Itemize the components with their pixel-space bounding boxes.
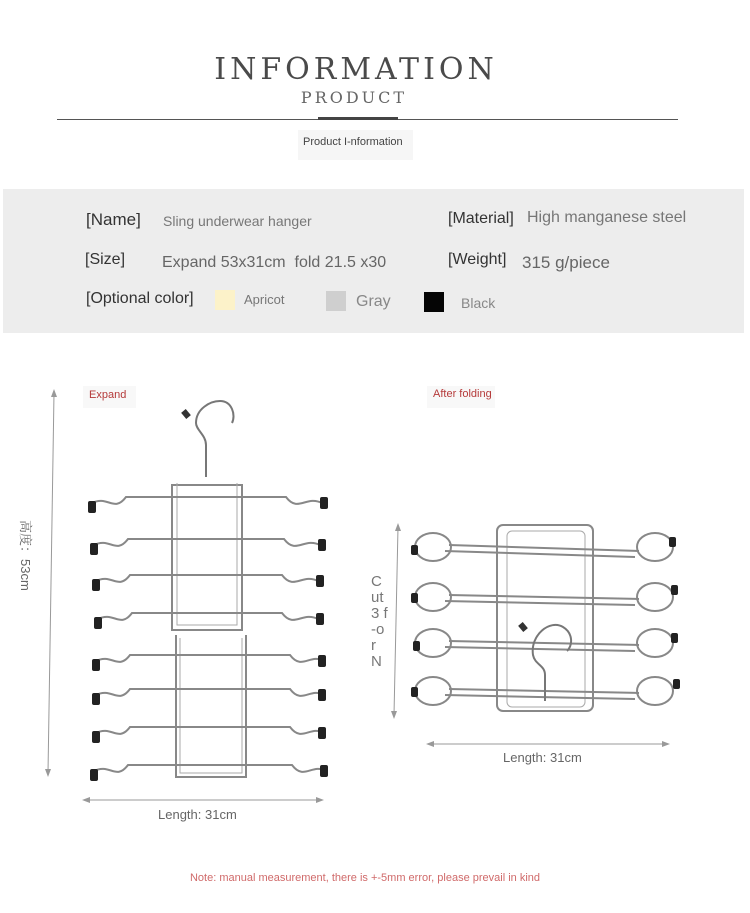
expand-label: Expand bbox=[83, 386, 136, 408]
expand-length-label: Length: 31cm bbox=[158, 807, 237, 822]
folded-hanger-illustration bbox=[385, 515, 695, 750]
apricot-swatch bbox=[215, 290, 235, 310]
size-key: [Size] bbox=[85, 251, 126, 268]
size-value: Expand 53x31cm fold 21.5 x30 bbox=[162, 254, 387, 271]
weight-key: [Weight] bbox=[448, 251, 507, 268]
gray-label: Gray bbox=[356, 293, 391, 310]
color-key: [Optional color] bbox=[86, 290, 194, 307]
weight-value: 315 g/piece bbox=[522, 253, 610, 272]
material-value: High manganese steel bbox=[527, 209, 687, 226]
section-label: Product I-nformation bbox=[298, 130, 413, 160]
name-value: Sling underwear hanger bbox=[163, 213, 312, 229]
page-subtitle: PRODUCT bbox=[300, 88, 408, 107]
header-divider-accent bbox=[318, 117, 398, 120]
black-label: Black bbox=[461, 295, 496, 311]
black-swatch bbox=[424, 292, 444, 312]
folded-length-arrow bbox=[425, 738, 671, 750]
folded-length-label: Length: 31cm bbox=[503, 750, 582, 765]
apricot-label: Apricot bbox=[244, 292, 285, 307]
material-key: [Material] bbox=[448, 210, 514, 227]
folded-cut-label: Cut 3 f-or N bbox=[371, 573, 388, 670]
expand-height-label: 高度：53cm bbox=[18, 520, 33, 591]
page-title: INFORMATION bbox=[214, 52, 498, 87]
measurement-note: Note: manual measurement, there is +-5mm error, please prevail in kind bbox=[189, 872, 541, 884]
folded-label: After folding bbox=[427, 386, 495, 408]
gray-swatch bbox=[326, 291, 346, 311]
expanded-hanger-illustration bbox=[30, 385, 350, 815]
name-key: [Name] bbox=[86, 210, 141, 229]
